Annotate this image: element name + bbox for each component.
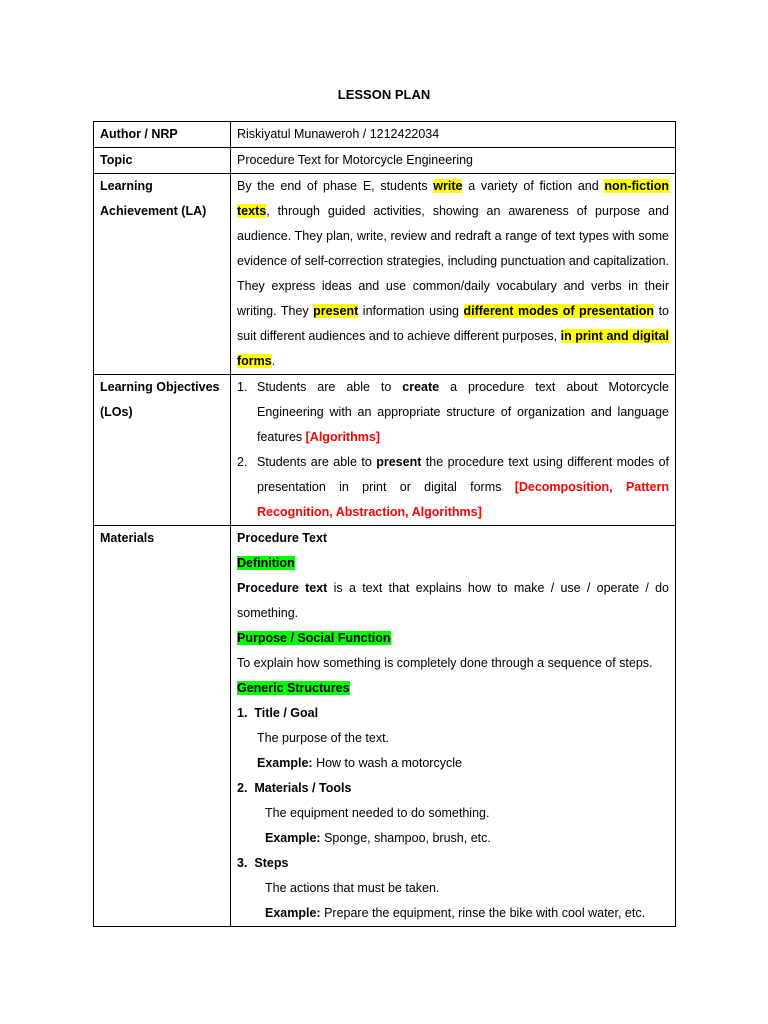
materials-heading: Procedure Text (237, 531, 328, 545)
structure-item-title (237, 701, 669, 726)
la-text-3: , through guided activities, showing an awareness of purpose and audience. They plan, write, review and redraft a range of text types with some evidence of self-correction strategies, including punctuation and capitalization. They express ideas and use common/daily vocabulary and verbs in their writing. They (237, 204, 669, 318)
la-highlight-modes: different modes of presentation (463, 304, 655, 318)
lo-text (257, 450, 669, 525)
la-highlight-print: in print and digital forms (237, 329, 669, 368)
lo-tag: [Algorithms] (305, 430, 380, 444)
la-highlight-nonfiction: non-fiction texts (237, 179, 669, 218)
topic-label: Topic (94, 148, 231, 174)
los-label: Learning Objectives (LOs) (94, 375, 231, 526)
structure-desc: The purpose of the text. (257, 731, 390, 745)
example-label: Example: (257, 756, 313, 770)
example-text: How to wash a motorcycle (312, 756, 462, 770)
la-highlight-write: write (433, 179, 463, 193)
la-text-2: a variety of fiction and (462, 179, 605, 193)
example-text: Sponge, shampoo, brush, etc. (320, 831, 491, 845)
structure-number: 3. (237, 856, 248, 870)
row-learning-objectives (94, 375, 676, 526)
topic-value: Procedure Text for Motorcycle Engineering (231, 148, 676, 174)
purpose-text: To explain how something is completely done through a sequence of steps. (237, 656, 653, 670)
purpose-heading: Purpose / Social Function (237, 631, 391, 645)
definition-heading: Definition (237, 556, 295, 570)
example-text: Prepare the equipment, rinse the bike with cool water, etc. (320, 906, 646, 920)
structure-item-materials (237, 776, 669, 801)
lo-item (237, 375, 669, 450)
lo-number: 2. (237, 455, 248, 469)
lo-text (257, 375, 669, 450)
structure-example (237, 901, 669, 926)
structure-desc: The equipment needed to do something. (265, 806, 490, 820)
page-title: LESSON PLAN (337, 87, 431, 102)
la-text (231, 174, 676, 375)
structure-title: Title / Goal (254, 706, 319, 720)
row-topic (94, 148, 676, 174)
generic-structures-heading: Generic Structures (237, 681, 350, 695)
structure-item-steps (237, 851, 669, 876)
la-highlight-present: present (313, 304, 359, 318)
materials-label: Materials (94, 526, 231, 927)
lo-text-post: a procedure text about Motorcycle Engineering with an appropriate structure of organization and language features (257, 380, 669, 444)
lo-text-post: the procedure text using different modes of presentation in print or digital forms (257, 455, 670, 494)
row-learning-achievement (94, 174, 676, 375)
structure-number: 1. (237, 706, 248, 720)
structure-title: Steps (254, 856, 289, 870)
structure-number: 2. (237, 781, 248, 795)
example-label: Example: (265, 906, 321, 920)
la-text-4: information using (358, 304, 464, 318)
lesson-plan-table (93, 121, 676, 927)
definition-body: is a text that explains how to make / use / operate / do something. (237, 581, 670, 620)
la-text-1: By the end of phase E, students (237, 179, 434, 193)
lo-text-pre: Students are able to (257, 455, 377, 469)
structure-example (237, 751, 669, 776)
lo-verb: present (376, 455, 422, 469)
definition-text (237, 576, 669, 626)
author-label: Author / NRP (94, 122, 231, 148)
materials-content (231, 526, 676, 927)
row-author (94, 122, 676, 148)
author-value: Riskiyatul Munaweroh / 1212422034 (231, 122, 676, 148)
lo-number: 1. (237, 380, 248, 394)
structure-desc: The actions that must be taken. (265, 881, 440, 895)
lo-tag: [Decomposition, Pattern Recognition, Abstraction, Algorithms] (257, 480, 669, 519)
la-label: Learning Achievement (LA) (94, 174, 231, 375)
la-text-5: to suit different audiences and to achieve different purposes, (237, 304, 669, 343)
lo-text-pre: Students are able to (257, 380, 403, 394)
example-label: Example: (265, 831, 321, 845)
lo-item (237, 450, 669, 525)
structure-example (237, 826, 669, 851)
lo-verb: create (402, 380, 440, 394)
row-materials (94, 526, 676, 927)
definition-term: Procedure text (237, 581, 328, 595)
los-content (231, 375, 676, 526)
la-text-6: . (271, 354, 276, 368)
structure-title: Materials / Tools (254, 781, 352, 795)
